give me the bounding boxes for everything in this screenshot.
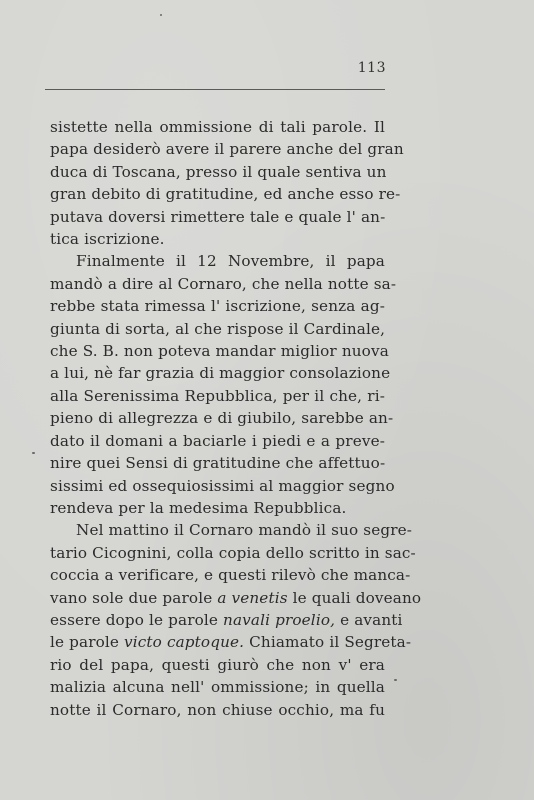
page-number: 113 xyxy=(357,60,386,76)
text-line: putava doversi rimettere tale e quale l' an- xyxy=(50,207,386,226)
text-line: Nel mattino il Cornaro mandò il suo segre- xyxy=(76,521,413,540)
text-line: rio del papa, questi giurò che non v' era xyxy=(50,655,385,674)
text-line: malizia alcuna nell' ommissione; in quella xyxy=(50,678,385,697)
text-line: papa desiderò avere il parere anche del gran xyxy=(50,140,404,159)
text-line: pieno di allegrezza e di giubilo, sarebbe an- xyxy=(50,409,394,428)
text-line: rebbe stata rimessa l' iscrizione, senza ag- xyxy=(50,297,385,316)
text-line xyxy=(50,609,403,631)
paragraph-2 xyxy=(50,250,397,519)
body-text xyxy=(50,116,422,721)
text-line: a lui, nè far grazia di maggior consolazione xyxy=(50,364,391,383)
italic-phrase: victo captoque. xyxy=(124,633,245,652)
text-line: notte il Cornaro, non chiuse occhio, ma fu xyxy=(50,700,385,719)
text-run: e avanti xyxy=(335,610,403,629)
italic-phrase: a venetis xyxy=(217,588,288,607)
italic-phrase: navali proelio, xyxy=(223,610,336,629)
text-run: le parole xyxy=(50,633,125,652)
text-line: tica iscrizione. xyxy=(50,230,165,249)
text-line: che S. B. non poteva mandar miglior nuova xyxy=(50,342,389,361)
text-run: vano sole due parole xyxy=(50,588,218,607)
text-run: le quali doveano xyxy=(287,588,422,607)
text-line: gran debito di gratitudine, ed anche esso re- xyxy=(50,185,401,204)
paragraph-1 xyxy=(50,116,404,250)
paper-speck xyxy=(160,14,162,16)
paragraph-3 xyxy=(50,519,422,721)
text-run: Chiamato il Segreta- xyxy=(244,633,412,652)
text-line: Finalmente il 12 Novembre, il papa xyxy=(76,252,385,271)
text-line: rendeva per la medesima Repubblica. xyxy=(50,498,347,517)
text-line xyxy=(50,631,412,653)
paper-speck xyxy=(32,452,35,454)
text-line: sistette nella ommissione di tali parole. Il xyxy=(50,118,385,136)
text-line: dato il domani a baciarle i piedi e a preve- xyxy=(50,431,385,450)
text-line: duca di Toscana, presso il quale sentiva un xyxy=(50,162,387,181)
text-line: coccia a verificare, e questi rilevò che manca- xyxy=(50,566,411,585)
text-line: sissimi ed ossequiosissimi al maggior segno xyxy=(50,476,395,495)
text-line: tario Cicognini, colla copia dello scritto in sac- xyxy=(50,543,416,562)
paper-speck xyxy=(394,679,397,681)
text-run: essere dopo le parole xyxy=(50,610,224,629)
text-line: mandò a dire al Cornaro, che nella notte sa- xyxy=(50,274,397,293)
text-line xyxy=(50,587,422,609)
text-line: alla Serenissima Repubblica, per il che, ri- xyxy=(50,386,385,405)
text-line: giunta di sorta, al che rispose il Cardinale, xyxy=(50,319,386,338)
text-line: nire quei Sensi di gratitudine che affettuo- xyxy=(50,454,386,473)
header-rule xyxy=(45,89,385,90)
